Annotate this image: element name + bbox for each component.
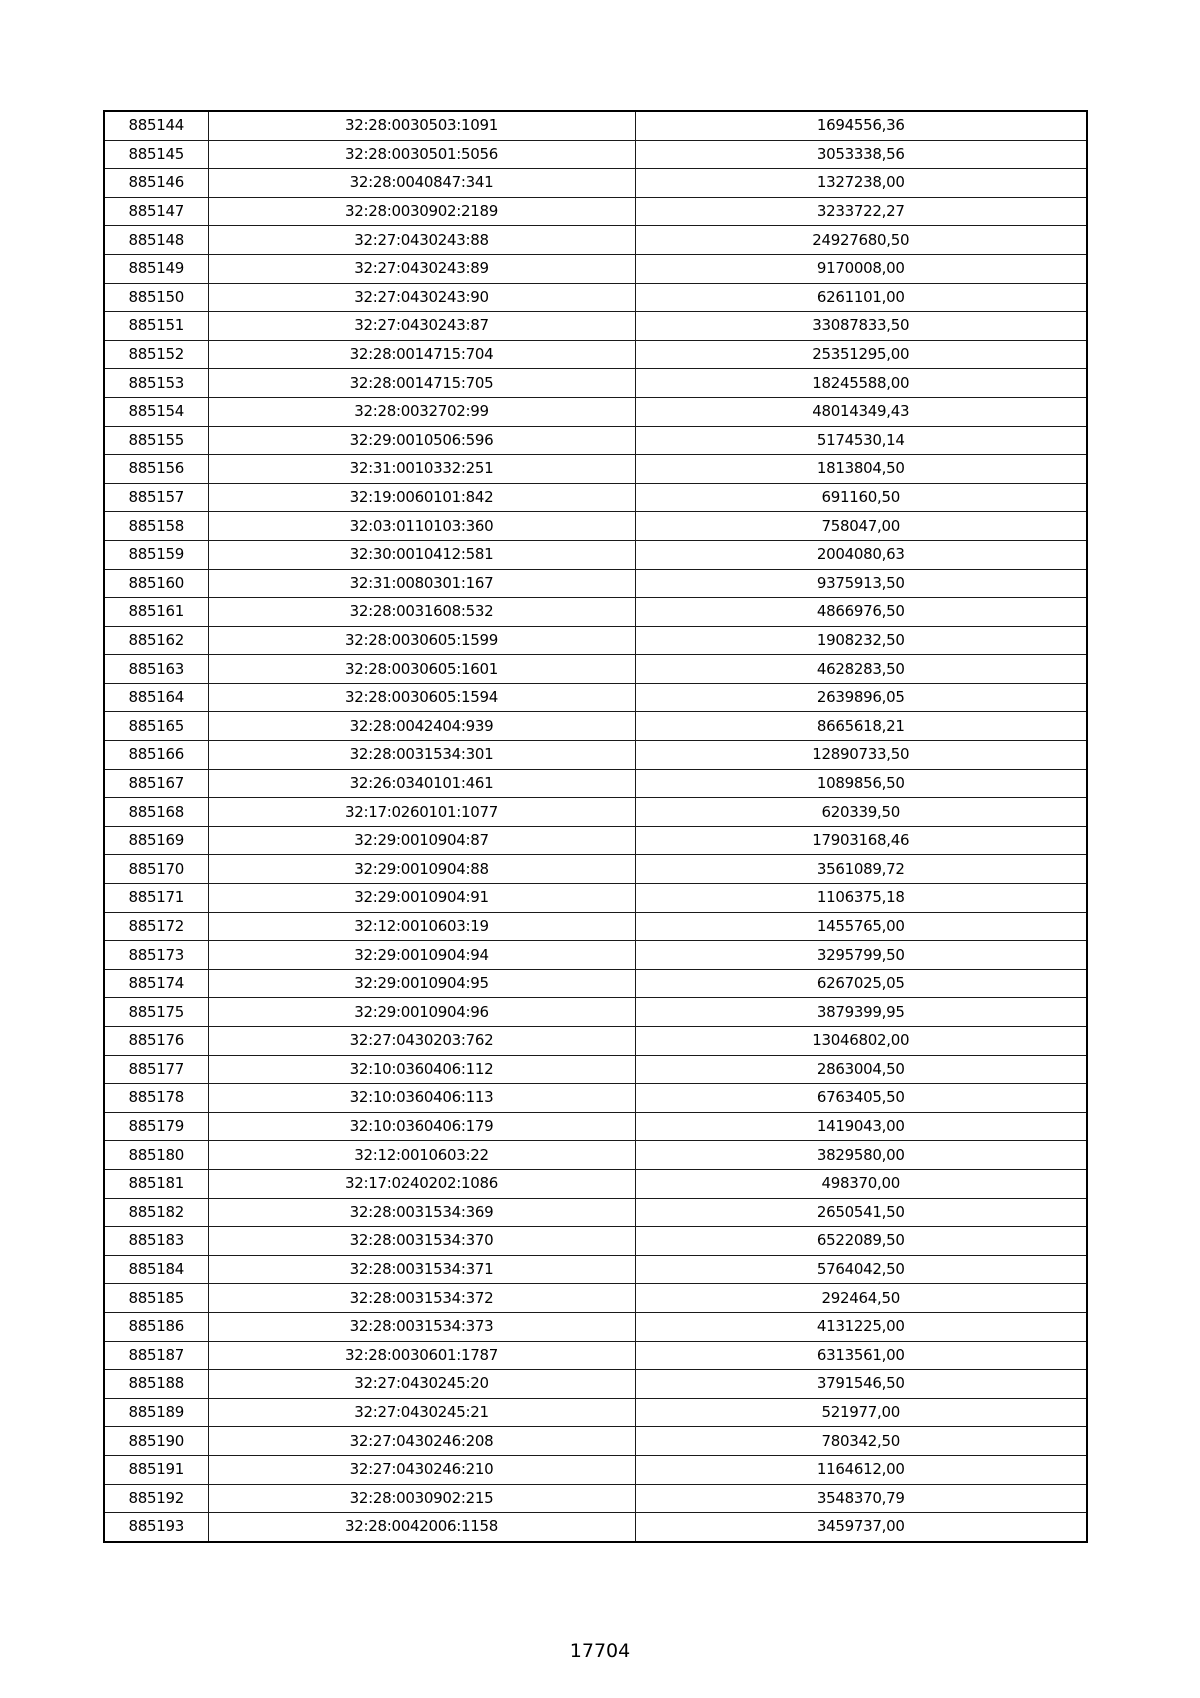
- cadastral-number-cell: 32:28:0014715:705: [208, 369, 635, 398]
- cadastral-value-cell: 12890733,50: [635, 741, 1087, 770]
- cadastral-number-cell: 32:28:0031534:373: [208, 1312, 635, 1341]
- cadastral-number-cell: 32:29:0010904:94: [208, 941, 635, 970]
- cadastral-number-cell: 32:29:0010506:596: [208, 426, 635, 455]
- table-row: [104, 340, 1087, 369]
- cadastral-value-cell: 3879399,95: [635, 998, 1087, 1027]
- row-number-cell: 885183: [104, 1227, 208, 1256]
- row-number-cell: 885171: [104, 884, 208, 913]
- row-number-cell: 885153: [104, 369, 208, 398]
- cadastral-value-cell: 4131225,00: [635, 1312, 1087, 1341]
- table-row: [104, 283, 1087, 312]
- cadastral-value-cell: 3791546,50: [635, 1370, 1087, 1399]
- cadastral-number-cell: 32:27:0430246:210: [208, 1455, 635, 1484]
- row-number-cell: 885161: [104, 598, 208, 627]
- cadastral-number-cell: 32:28:0030902:2189: [208, 197, 635, 226]
- row-number-cell: 885181: [104, 1169, 208, 1198]
- table-row: [104, 969, 1087, 998]
- cadastral-number-cell: 32:27:0430245:20: [208, 1370, 635, 1399]
- cadastral-value-cell: 1908232,50: [635, 626, 1087, 655]
- cadastral-number-cell: 32:10:0360406:112: [208, 1055, 635, 1084]
- table-row: [104, 540, 1087, 569]
- cadastral-number-cell: 32:27:0430203:762: [208, 1027, 635, 1056]
- table-row: [104, 1169, 1087, 1198]
- row-number-cell: 885164: [104, 683, 208, 712]
- cadastral-value-table: [103, 110, 1088, 1543]
- row-number-cell: 885155: [104, 426, 208, 455]
- table-row: [104, 1312, 1087, 1341]
- row-number-cell: 885182: [104, 1198, 208, 1227]
- cadastral-value-cell: 3295799,50: [635, 941, 1087, 970]
- cadastral-number-cell: 32:30:0010412:581: [208, 540, 635, 569]
- cadastral-value-cell: 780342,50: [635, 1427, 1087, 1456]
- cadastral-value-cell: 3233722,27: [635, 197, 1087, 226]
- cadastral-number-cell: 32:28:0042006:1158: [208, 1513, 635, 1542]
- row-number-cell: 885169: [104, 826, 208, 855]
- cadastral-number-cell: 32:28:0030605:1594: [208, 683, 635, 712]
- cadastral-value-cell: 2639896,05: [635, 683, 1087, 712]
- cadastral-value-cell: 8665618,21: [635, 712, 1087, 741]
- cadastral-number-cell: 32:28:0030501:5056: [208, 140, 635, 169]
- table-row: [104, 855, 1087, 884]
- cadastral-value-cell: 5174530,14: [635, 426, 1087, 455]
- row-number-cell: 885176: [104, 1027, 208, 1056]
- cadastral-value-cell: 48014349,43: [635, 397, 1087, 426]
- row-number-cell: 885189: [104, 1398, 208, 1427]
- table-row: [104, 1284, 1087, 1313]
- row-number-cell: 885149: [104, 254, 208, 283]
- row-number-cell: 885165: [104, 712, 208, 741]
- cadastral-value-cell: 6313561,00: [635, 1341, 1087, 1370]
- cadastral-number-cell: 32:27:0430243:89: [208, 254, 635, 283]
- cadastral-value-cell: 3053338,56: [635, 140, 1087, 169]
- cadastral-value-cell: 498370,00: [635, 1169, 1087, 1198]
- table-row: [104, 741, 1087, 770]
- cadastral-number-cell: 32:29:0010904:96: [208, 998, 635, 1027]
- cadastral-number-cell: 32:28:0042404:939: [208, 712, 635, 741]
- cadastral-value-cell: 1419043,00: [635, 1112, 1087, 1141]
- cadastral-number-cell: 32:29:0010904:91: [208, 884, 635, 913]
- table-row: [104, 1513, 1087, 1542]
- row-number-cell: 885146: [104, 169, 208, 198]
- cadastral-value-cell: 6522089,50: [635, 1227, 1087, 1256]
- cadastral-value-cell: 9170008,00: [635, 254, 1087, 283]
- table-row: [104, 1112, 1087, 1141]
- cadastral-value-cell: 1164612,00: [635, 1455, 1087, 1484]
- row-number-cell: 885191: [104, 1455, 208, 1484]
- table-row: [104, 169, 1087, 198]
- table-row: [104, 798, 1087, 827]
- row-number-cell: 885145: [104, 140, 208, 169]
- cadastral-value-cell: 2004080,63: [635, 540, 1087, 569]
- cadastral-number-cell: 32:28:0032702:99: [208, 397, 635, 426]
- table-row: [104, 312, 1087, 341]
- table-row: [104, 426, 1087, 455]
- table-row: [104, 1027, 1087, 1056]
- cadastral-value-cell: 292464,50: [635, 1284, 1087, 1313]
- table-row: [104, 1255, 1087, 1284]
- table-row: [104, 483, 1087, 512]
- row-number-cell: 885152: [104, 340, 208, 369]
- cadastral-number-cell: 32:28:0030605:1601: [208, 655, 635, 684]
- cadastral-number-cell: 32:17:0260101:1077: [208, 798, 635, 827]
- table-row: [104, 712, 1087, 741]
- table-row: [104, 369, 1087, 398]
- cadastral-number-cell: 32:28:0030902:215: [208, 1484, 635, 1513]
- table-row: [104, 1455, 1087, 1484]
- cadastral-number-cell: 32:12:0010603:22: [208, 1141, 635, 1170]
- row-number-cell: 885188: [104, 1370, 208, 1399]
- row-number-cell: 885157: [104, 483, 208, 512]
- row-number-cell: 885147: [104, 197, 208, 226]
- cadastral-number-cell: 32:17:0240202:1086: [208, 1169, 635, 1198]
- row-number-cell: 885187: [104, 1341, 208, 1370]
- table-row: [104, 826, 1087, 855]
- table-row: [104, 1341, 1087, 1370]
- row-number-cell: 885178: [104, 1084, 208, 1113]
- table-body: [104, 111, 1087, 1542]
- cadastral-number-cell: 32:19:0060101:842: [208, 483, 635, 512]
- cadastral-number-cell: 32:28:0030605:1599: [208, 626, 635, 655]
- cadastral-number-cell: 32:27:0430246:208: [208, 1427, 635, 1456]
- cadastral-number-cell: 32:28:0031534:370: [208, 1227, 635, 1256]
- row-number-cell: 885180: [104, 1141, 208, 1170]
- cadastral-value-cell: 6261101,00: [635, 283, 1087, 312]
- row-number-cell: 885185: [104, 1284, 208, 1313]
- table-row: [104, 1398, 1087, 1427]
- cadastral-number-cell: 32:28:0031608:532: [208, 598, 635, 627]
- cadastral-value-cell: 521977,00: [635, 1398, 1087, 1427]
- row-number-cell: 885186: [104, 1312, 208, 1341]
- table-row: [104, 769, 1087, 798]
- row-number-cell: 885173: [104, 941, 208, 970]
- table-row: [104, 1427, 1087, 1456]
- cadastral-number-cell: 32:27:0430243:90: [208, 283, 635, 312]
- cadastral-number-cell: 32:31:0080301:167: [208, 569, 635, 598]
- row-number-cell: 885150: [104, 283, 208, 312]
- row-number-cell: 885168: [104, 798, 208, 827]
- cadastral-value-cell: 4628283,50: [635, 655, 1087, 684]
- cadastral-value-cell: 4866976,50: [635, 598, 1087, 627]
- cadastral-number-cell: 32:31:0010332:251: [208, 455, 635, 484]
- table-row: [104, 1370, 1087, 1399]
- row-number-cell: 885179: [104, 1112, 208, 1141]
- table-row: [104, 569, 1087, 598]
- row-number-cell: 885192: [104, 1484, 208, 1513]
- cadastral-value-cell: 2650541,50: [635, 1198, 1087, 1227]
- table-row: [104, 226, 1087, 255]
- cadastral-number-cell: 32:29:0010904:95: [208, 969, 635, 998]
- table-row: [104, 912, 1087, 941]
- table-row: [104, 1227, 1087, 1256]
- table-row: [104, 1141, 1087, 1170]
- table-row: [104, 598, 1087, 627]
- cadastral-value-cell: 5764042,50: [635, 1255, 1087, 1284]
- cadastral-number-cell: 32:28:0040847:341: [208, 169, 635, 198]
- row-number-cell: 885151: [104, 312, 208, 341]
- cadastral-value-cell: 620339,50: [635, 798, 1087, 827]
- table-row: [104, 140, 1087, 169]
- row-number-cell: 885148: [104, 226, 208, 255]
- table-row: [104, 254, 1087, 283]
- row-number-cell: 885159: [104, 540, 208, 569]
- table-row: [104, 1055, 1087, 1084]
- row-number-cell: 885144: [104, 111, 208, 140]
- cadastral-number-cell: 32:28:0014715:704: [208, 340, 635, 369]
- cadastral-value-cell: 2863004,50: [635, 1055, 1087, 1084]
- table-row: [104, 111, 1087, 140]
- cadastral-number-cell: 32:26:0340101:461: [208, 769, 635, 798]
- cadastral-value-cell: 1813804,50: [635, 455, 1087, 484]
- cadastral-number-cell: 32:28:0030503:1091: [208, 111, 635, 140]
- cadastral-number-cell: 32:28:0030601:1787: [208, 1341, 635, 1370]
- table-row: [104, 397, 1087, 426]
- row-number-cell: 885160: [104, 569, 208, 598]
- cadastral-number-cell: 32:10:0360406:113: [208, 1084, 635, 1113]
- row-number-cell: 885184: [104, 1255, 208, 1284]
- cadastral-value-cell: 1327238,00: [635, 169, 1087, 198]
- table-row: [104, 1198, 1087, 1227]
- row-number-cell: 885158: [104, 512, 208, 541]
- cadastral-value-cell: 6763405,50: [635, 1084, 1087, 1113]
- row-number-cell: 885193: [104, 1513, 208, 1542]
- cadastral-number-cell: 32:12:0010603:19: [208, 912, 635, 941]
- cadastral-number-cell: 32:10:0360406:179: [208, 1112, 635, 1141]
- cadastral-number-cell: 32:27:0430243:88: [208, 226, 635, 255]
- cadastral-value-cell: 691160,50: [635, 483, 1087, 512]
- row-number-cell: 885170: [104, 855, 208, 884]
- cadastral-value-cell: 13046802,00: [635, 1027, 1087, 1056]
- cadastral-value-cell: 17903168,46: [635, 826, 1087, 855]
- table-row: [104, 941, 1087, 970]
- cadastral-value-cell: 3459737,00: [635, 1513, 1087, 1542]
- cadastral-number-cell: 32:28:0031534:301: [208, 741, 635, 770]
- cadastral-value-cell: 18245588,00: [635, 369, 1087, 398]
- row-number-cell: 885156: [104, 455, 208, 484]
- page-number: 17704: [569, 1640, 631, 1662]
- row-number-cell: 885175: [104, 998, 208, 1027]
- table-row: [104, 1484, 1087, 1513]
- cadastral-value-cell: 3548370,79: [635, 1484, 1087, 1513]
- cadastral-value-cell: 25351295,00: [635, 340, 1087, 369]
- row-number-cell: 885163: [104, 655, 208, 684]
- cadastral-number-cell: 32:29:0010904:88: [208, 855, 635, 884]
- table-row: [104, 197, 1087, 226]
- cadastral-value-cell: 1455765,00: [635, 912, 1087, 941]
- row-number-cell: 885162: [104, 626, 208, 655]
- row-number-cell: 885167: [104, 769, 208, 798]
- row-number-cell: 885190: [104, 1427, 208, 1456]
- cadastral-value-cell: 1694556,36: [635, 111, 1087, 140]
- table-row: [104, 998, 1087, 1027]
- row-number-cell: 885166: [104, 741, 208, 770]
- cadastral-value-cell: 33087833,50: [635, 312, 1087, 341]
- cadastral-number-cell: 32:28:0031534:369: [208, 1198, 635, 1227]
- row-number-cell: 885172: [104, 912, 208, 941]
- cadastral-number-cell: 32:27:0430245:21: [208, 1398, 635, 1427]
- cadastral-value-cell: 1106375,18: [635, 884, 1087, 913]
- cadastral-number-cell: 32:28:0031534:371: [208, 1255, 635, 1284]
- cadastral-value-cell: 1089856,50: [635, 769, 1087, 798]
- cadastral-value-cell: 24927680,50: [635, 226, 1087, 255]
- row-number-cell: 885177: [104, 1055, 208, 1084]
- cadastral-value-cell: 6267025,05: [635, 969, 1087, 998]
- cadastral-value-cell: 758047,00: [635, 512, 1087, 541]
- cadastral-number-cell: 32:03:0110103:360: [208, 512, 635, 541]
- cadastral-value-cell: 3829580,00: [635, 1141, 1087, 1170]
- cadastral-value-cell: 3561089,72: [635, 855, 1087, 884]
- table-row: [104, 1084, 1087, 1113]
- table-row: [104, 512, 1087, 541]
- cadastral-number-cell: 32:29:0010904:87: [208, 826, 635, 855]
- table-row: [104, 455, 1087, 484]
- cadastral-number-cell: 32:28:0031534:372: [208, 1284, 635, 1313]
- table-row: [104, 884, 1087, 913]
- row-number-cell: 885174: [104, 969, 208, 998]
- cadastral-number-cell: 32:27:0430243:87: [208, 312, 635, 341]
- table-row: [104, 655, 1087, 684]
- row-number-cell: 885154: [104, 397, 208, 426]
- cadastral-value-cell: 9375913,50: [635, 569, 1087, 598]
- table-row: [104, 683, 1087, 712]
- table-row: [104, 626, 1087, 655]
